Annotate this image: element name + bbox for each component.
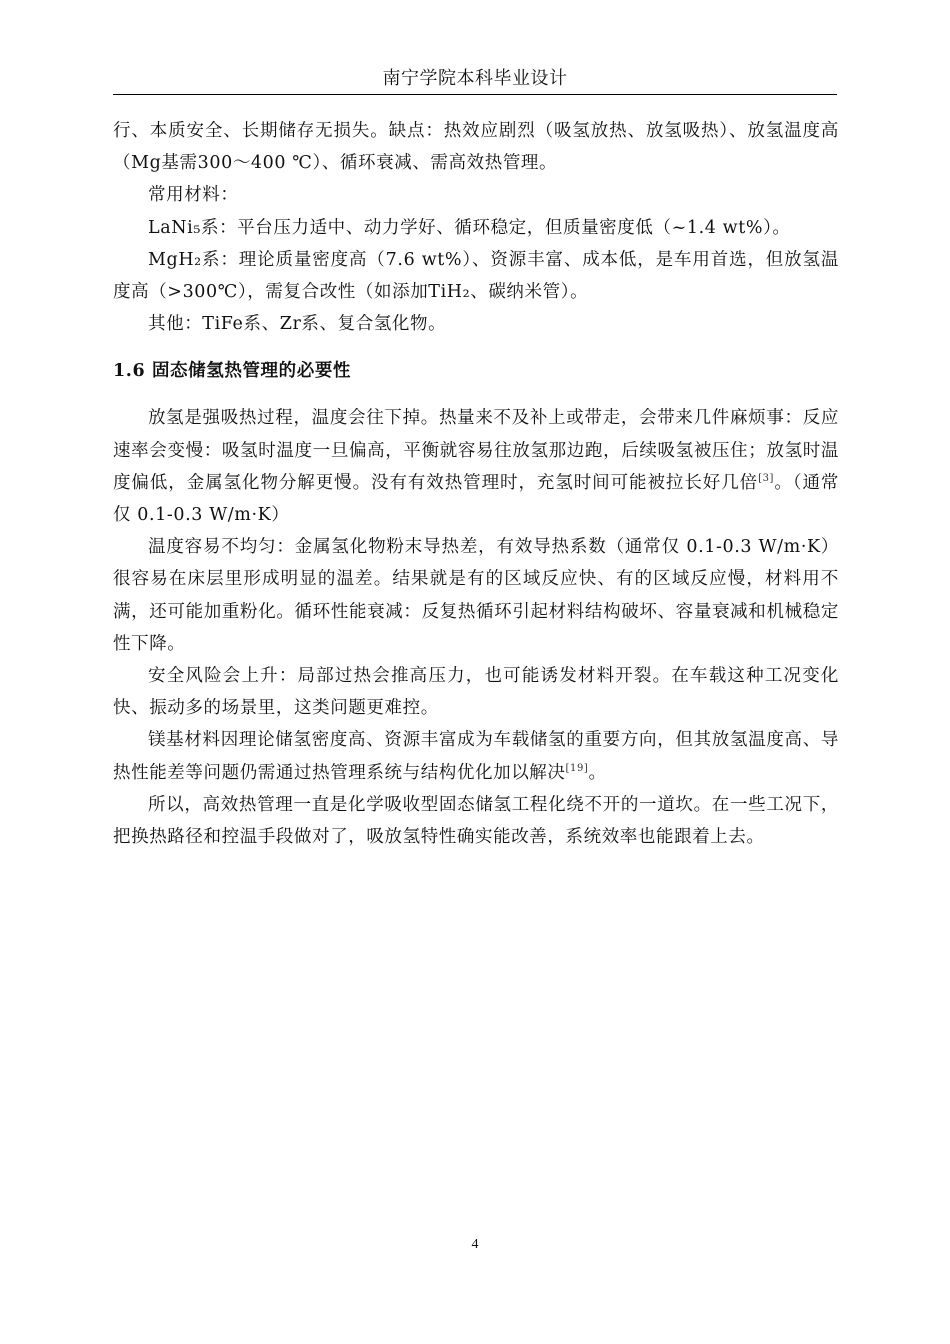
paragraph-common-materials: 常用材料： — [148, 185, 239, 206]
citation-marker: [19] — [565, 762, 589, 774]
paragraph-continuation: 行、本质安全、长期储存无损失。缺点：热效应剧烈（吸氢放热、放氢吸热）、放氢温度高（Mg基需300～400 ℃）、循环衰减、需高效热管理。 — [113, 121, 839, 174]
paragraph-conclusion: 所以，高效热管理一直是化学吸收型固态储氢工程化绕不开的一道坎。在一些工况下，把换热路径和控温手段做对了，吸放氢特性确实能改善，系统效率也能跟着上去。 — [113, 794, 839, 848]
paragraph-others: 其他：TiFe系、Zr系、复合氢化物。 — [148, 314, 447, 335]
paragraph-mgh2: MgH₂系：理论质量密度高（7.6 wt%）、资源丰富、成本低，是车用首选，但放氢温度高（>300℃），需复合改性（如添加TiH₂、碳纳米管）。 — [113, 249, 839, 303]
paragraph-tail: 。 — [588, 762, 607, 783]
citation-marker: [3] — [758, 472, 775, 484]
page-content — [113, 115, 839, 853]
paragraph-text: 镁基材料因理论储氢密度高、资源丰富成为车载储氢的重要方向，但其放氢温度高、导热性能差等问题仍需通过热管理系统与结构优化加以解决 — [113, 730, 839, 783]
paragraph-tail: 。（通常仅 0.1-0.3 W/m·K） — [113, 472, 840, 526]
paragraph-heat-release — [113, 402, 839, 531]
paragraph-temperature-uniformity: 温度容易不均匀：金属氢化物粉末导热差，有效导热系数（通常仅 0.1-0.3 W/m·K）很容易在床层里形成明显的温差。结果就是有的区域反应快、有的区域反应慢，材料用不满，还可能加重粉化。循环性能衰减：反复热循环引起材料结构破坏、容量衰减和机械稳定性下降。 — [113, 537, 839, 654]
paragraph-magnesium-materials — [113, 724, 839, 788]
paragraph-safety-risk: 安全风险会上升：局部过热会推高压力，也可能诱发材料开裂。在车载这种工况变化快、振动多的场景里，这类问题更难控。 — [113, 666, 839, 719]
paragraph-text: 放氢是强吸热过程，温度会往下掉。热量来不及补上或带走，会带来几件麻烦事：反应速率会变慢：吸氢时温度一旦偏高，平衡就容易往放氢那边跑，后续吸氢被压住；放氢时温度偏低，金属氢化物分解更慢。没有有效热管理时，充氢时间可能被拉长好几倍 — [113, 408, 839, 493]
paragraph-lani5: LaNi₅系：平台压力适中、动力学好、循环稳定，但质量密度低（~1.4 wt%）。 — [148, 217, 791, 238]
page-number: 4 — [471, 1237, 479, 1252]
page-header: 南宁学院本科毕业设计 — [113, 66, 837, 95]
section-heading: 1.6 固态储氢热管理的必要性 — [113, 361, 352, 382]
